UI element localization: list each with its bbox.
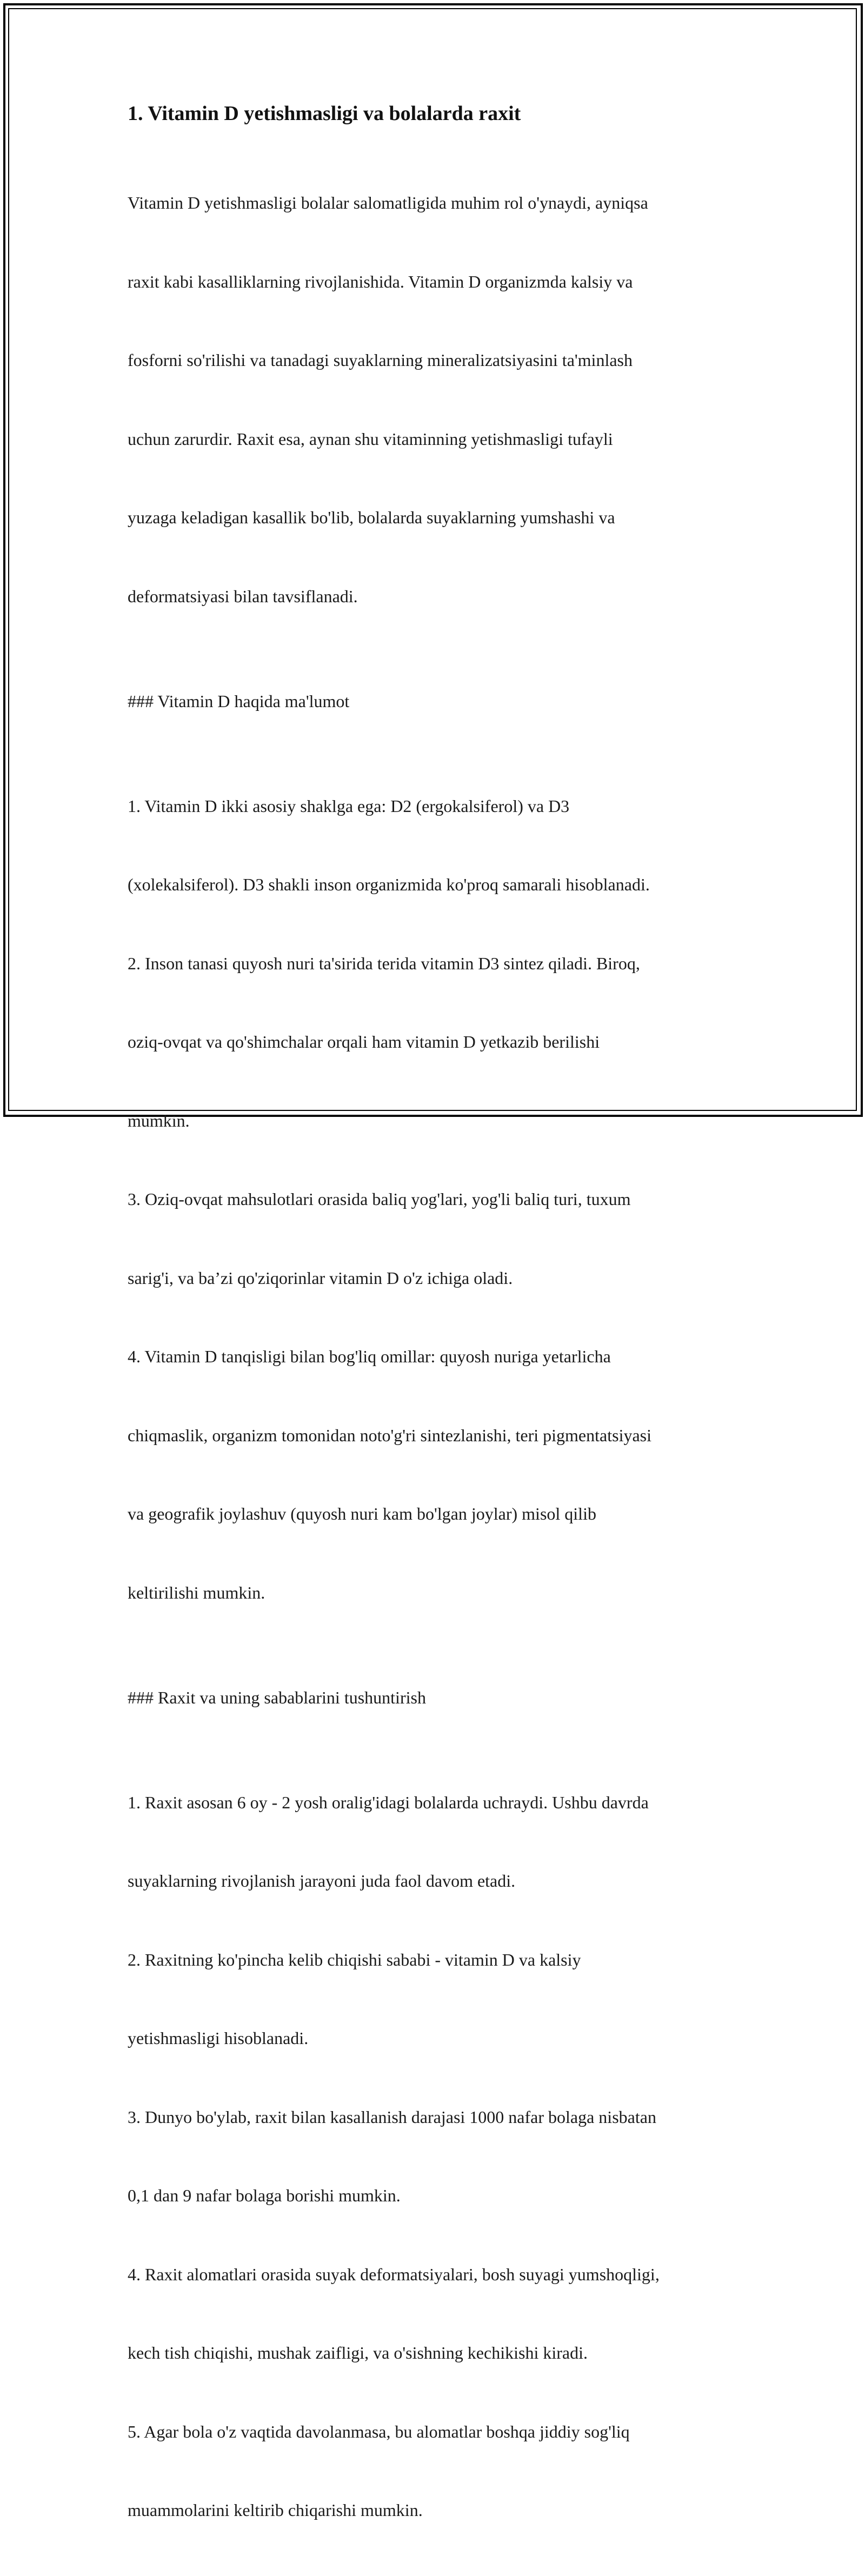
list-line: 1. Raxit asosan 6 oy - 2 yosh oralig'idagi bolalarda uchraydi. Ushbu davrda bbox=[128, 1792, 649, 1812]
list-line: va geografik joylashuv (quyosh nuri kam bo'lgan joylar) misol qilib bbox=[128, 1504, 596, 1523]
spacer bbox=[128, 1710, 744, 1737]
intro-line: Vitamin D yetishmasligi bolalar salomatligida muhim rol o'ynaydi, ayniqsa bbox=[128, 193, 648, 212]
list-line: 3. Dunyo bo'ylab, raxit bilan kasallanish darajasi 1000 nafar bolaga nisbatan bbox=[128, 2107, 656, 2127]
spacer bbox=[128, 662, 744, 688]
list-line: muammolarini keltirib chiqarishi mumkin. bbox=[128, 2500, 423, 2520]
list-line: yetishmasligi hisoblanadi. bbox=[128, 2028, 309, 2048]
list-line: keltirilishi mumkin. bbox=[128, 1582, 265, 1602]
list-line: sarig'i, va ba’zi qo'ziqorinlar vitamin D o'z ichiga oladi. bbox=[128, 1268, 513, 1288]
intro-line: yuzaga keladigan kasallik bo'lib, bolalarda suyaklarning yumshashi va bbox=[128, 508, 615, 527]
list-line: kech tish chiqishi, mushak zaifligi, va o'sishning kechikishi kiradi. bbox=[128, 2343, 588, 2362]
intro-line: uchun zarurdir. Raxit esa, aynan shu vitaminning yetishmasligi tufayli bbox=[128, 429, 613, 449]
list-line: 4. Vitamin D tanqisligi bilan bog'liq omillar: quyosh nuriga yetarlicha bbox=[128, 1347, 611, 1366]
raxit-list bbox=[128, 1737, 744, 2576]
list-line: 4. Raxit alomatlari orasida suyak deformatsiyalari, bosh suyagi yumshoqligi, bbox=[128, 2264, 660, 2284]
intro-line: raxit kabi kasalliklarning rivojlanishida. Vitamin D organizmda kalsiy va bbox=[128, 271, 633, 291]
list-line: suyaklarning rivojlanish jarayoni juda faol davom etadi. bbox=[128, 1871, 516, 1891]
section-heading-raxit: ### Raxit va uning sabablarini tushuntirish bbox=[128, 1687, 426, 1707]
list-line: 2. Inson tanasi quyosh nuri ta'sirida terida vitamin D3 sintez qiladi. Biroq, bbox=[128, 953, 640, 973]
vitamin-d-list bbox=[128, 741, 744, 1659]
list-line: mumkin. bbox=[128, 1110, 190, 1130]
spacer bbox=[128, 1658, 744, 1685]
intro-line: deformatsiyasi bilan tavsiflanadi. bbox=[128, 586, 358, 606]
section-heading-vitamin-d: ### Vitamin D haqida ma'lumot bbox=[128, 691, 350, 711]
list-line: 0,1 dan 9 nafar bolaga borishi mumkin. bbox=[128, 2186, 401, 2205]
document-body bbox=[128, 101, 744, 2576]
document-title: 1. Vitamin D yetishmasligi va bolalarda raxit bbox=[128, 102, 521, 125]
spacer bbox=[128, 714, 744, 741]
list-line: 2. Raxitning ko'pincha kelib chiqishi sababi - vitamin D va kalsiy bbox=[128, 1949, 581, 1969]
intro-paragraph bbox=[128, 137, 744, 662]
intro-line: fosforni so'rilishi va tanadagi suyaklarning mineralizatsiyasini ta'minlash bbox=[128, 350, 633, 370]
list-line: 5. Agar bola o'z vaqtida davolanmasa, bu alomatlar boshqa jiddiy sog'liq bbox=[128, 2421, 630, 2441]
list-line: 1. Vitamin D ikki asosiy shaklga ega: D2 (ergokalsiferol) va D3 bbox=[128, 796, 570, 816]
list-line: 3. Oziq-ovqat mahsulotlari orasida baliq yog'lari, yog'li baliq turi, tuxum bbox=[128, 1189, 631, 1209]
list-line: chiqmaslik, organizm tomonidan noto'g'ri sintezlanishi, teri pigmentatsiyasi bbox=[128, 1425, 651, 1445]
list-line: oziq-ovqat va qo'shimchalar orqali ham vitamin D yetkazib berilishi bbox=[128, 1032, 600, 1051]
list-line: (xolekalsiferol). D3 shakli inson organizmida ko'proq samarali hisoblanadi. bbox=[128, 875, 650, 894]
